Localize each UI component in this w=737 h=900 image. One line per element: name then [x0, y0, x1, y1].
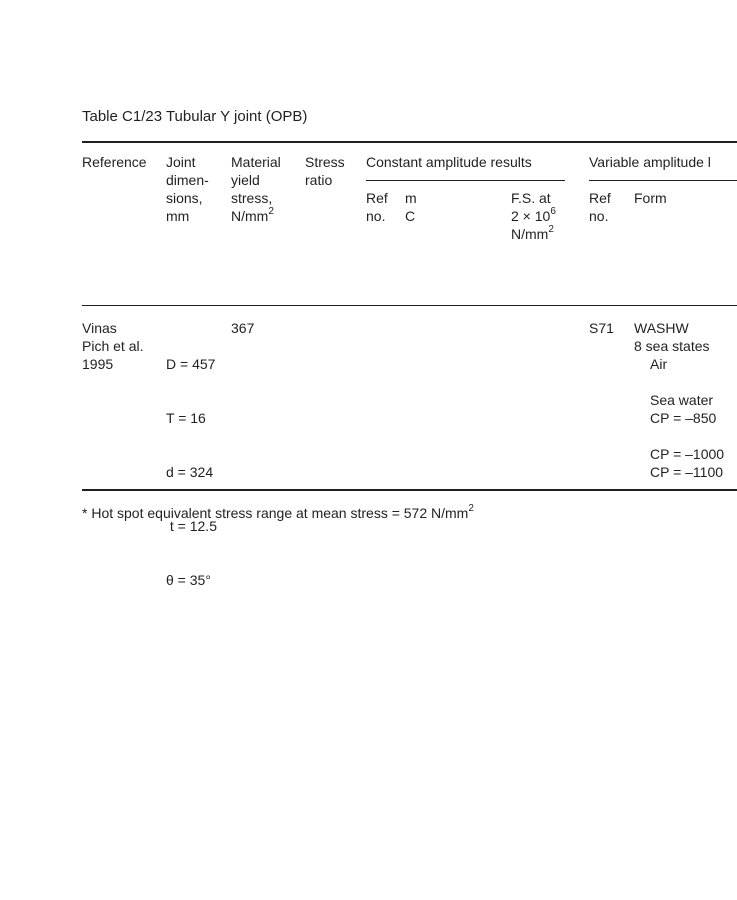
row-reference: Vinas Pich et al. 1995 — [82, 320, 144, 372]
top-rule — [82, 141, 737, 143]
row-va-form-sea-states: 8 sea states — [634, 338, 710, 354]
row-yield-stress: 367 — [231, 320, 255, 336]
header-reference: Reference — [82, 154, 147, 170]
header-joint-dimensions: Joint dimen- sions, mm — [166, 154, 209, 224]
row-va-form-title: WASHW — [634, 320, 689, 336]
header-stress-ratio: Stress ratio — [305, 154, 345, 188]
bottom-rule — [82, 489, 737, 491]
row-va-form-air: Air — [650, 356, 668, 372]
row-va-ref: S71 — [589, 320, 614, 336]
header-bottom-rule — [82, 305, 737, 306]
row-joint-dimensions: D = 457 T = 16 d = 324 t = 12.5 θ = 35° — [166, 356, 217, 588]
header-va-form: Form — [634, 190, 667, 206]
header-ca-m-c: m C — [405, 190, 417, 224]
header-material-yield-stress: Material yield stress, $N/mm^2$ — [231, 154, 281, 224]
header-ca-ref-no: Ref no. — [366, 190, 388, 224]
row-va-form-cp-1000: CP = –1000 — [650, 446, 725, 462]
header-constant-amplitude: Constant amplitude results — [366, 154, 532, 170]
variable-amplitude-rule — [589, 180, 737, 181]
row-va-form-cp-850: CP = –850 — [650, 410, 717, 426]
row-va-form-cp-1100: CP = –1100 — [650, 464, 724, 480]
table-caption: Table C1/23 Tubular Y joint (OPB) — [82, 108, 308, 125]
header-variable-amplitude: Variable amplitude l — [589, 154, 711, 170]
table-footnote: * Hot spot equivalent stress range at mean stress = 572 $N/mm^2$ — [82, 503, 474, 521]
header-va-ref-no: Ref no. — [589, 190, 611, 224]
header-ca-fs: F.S. at $2 \times 10^6$ $N/mm^2$ — [511, 190, 556, 242]
constant-amplitude-rule — [366, 180, 565, 181]
row-va-form-sea-water: Sea water — [650, 392, 714, 408]
